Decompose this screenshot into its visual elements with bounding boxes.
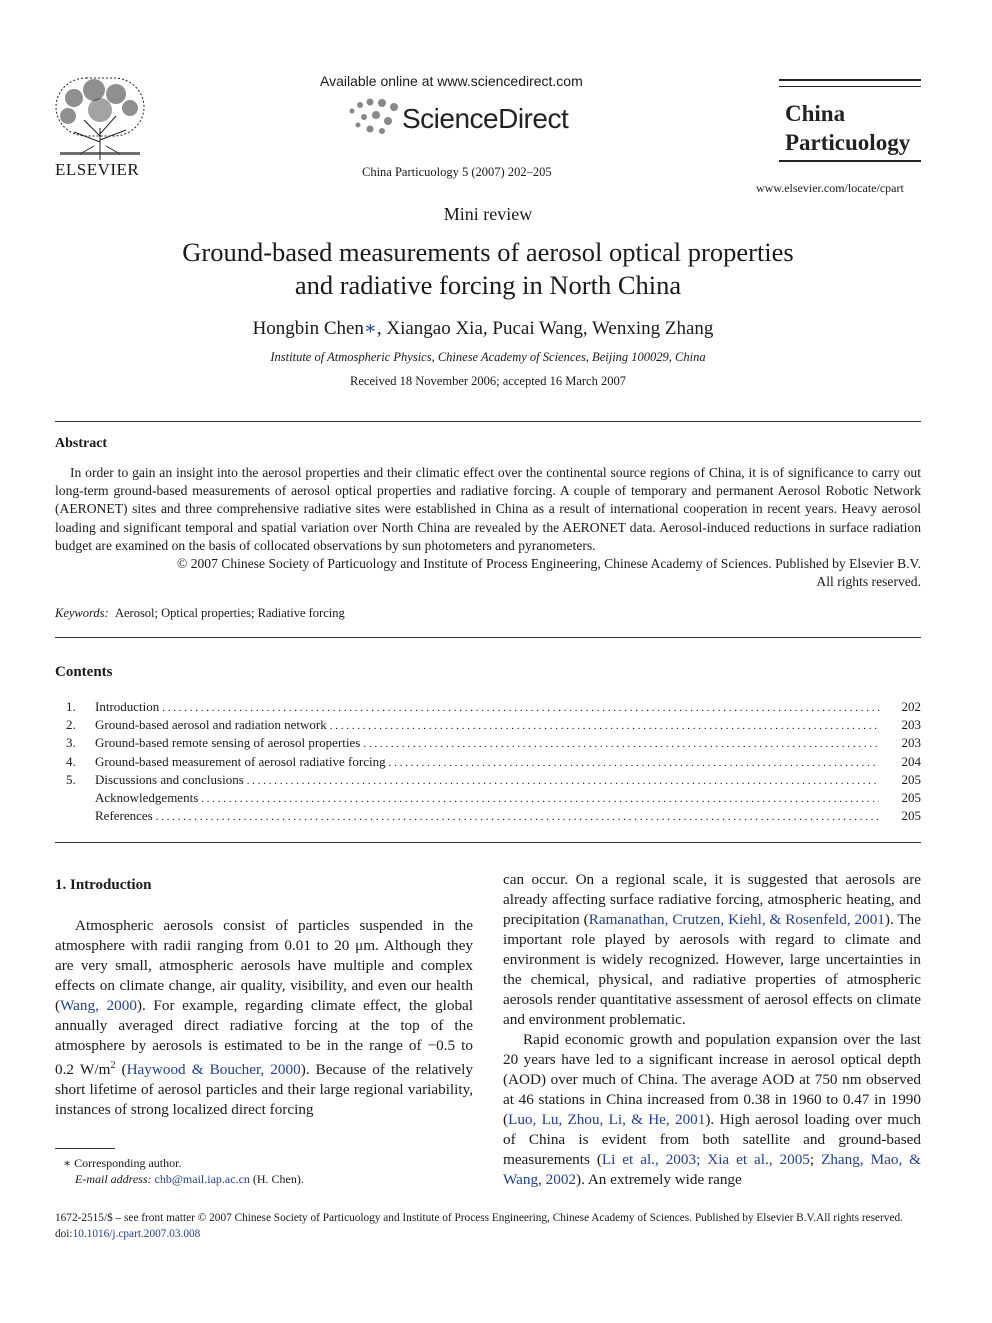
section-heading-introduction: 1. Introduction xyxy=(55,877,152,893)
journal-citation: China Particuology 5 (2007) 202–205 xyxy=(362,165,552,179)
divider xyxy=(55,637,921,638)
table-of-contents xyxy=(55,699,921,826)
paragraph: can occur. On a regional scale, it is suggested that aerosols are already affecting surface radiative forcing, atmospheric heating, and precipitation (Ramanathan, Crutzen, Kiehl, & Rosenfeld, 2001). The important role played by aerosols with regard to climate and environment is widely recognized. However, large uncertainties in the chemical, physical, and radiative properties of atmospheric aerosols render quantitative assessment of aerosol effects on climate and environment problematic. xyxy=(503,871,921,1028)
citation-link[interactable]: Haywood & Boucher, 2000 xyxy=(126,1061,301,1079)
abstract-heading: Abstract xyxy=(55,436,108,451)
doi-link[interactable]: 10.1016/j.cpart.2007.03.008 xyxy=(72,1228,201,1240)
toc-item[interactable]: 1. Introduction . . . 202 xyxy=(55,699,921,717)
divider xyxy=(55,842,921,843)
article-type: Mini review xyxy=(443,204,533,224)
toc-item[interactable]: 5. Discussions and conclusions . . . 205 xyxy=(55,772,921,790)
abstract-body: In order to gain an insight into the aerosol properties and their climatic effect over the continental source regions of China, it is of significance to carry out long-term ground-based measurements of aerosol optical properties and radiative forcing. A couple of temporary and permanent Aerosol Robotic Network (AERONET) sites and three comprehensive radiative sites were established in China as a result of international cooperation in recent years. Heavy aerosol loading and significant temporal and spatial variation over North China are revealed by the AERONET data. Aerosol-induced reductions in surface radiation budget are examined on the basis of collocated observations by sun photometers and pyranometers. xyxy=(55,465,921,553)
citation-link[interactable]: Luo, Lu, Zhou, Li, & He, 2001 xyxy=(508,1111,706,1128)
journal-rule-top-thin xyxy=(779,86,921,87)
email-link[interactable]: chb@mail.iap.ac.cn xyxy=(154,1172,250,1186)
keywords xyxy=(55,606,345,621)
publisher-name: ELSEVIER xyxy=(55,160,140,179)
footnote-rule xyxy=(55,1148,115,1149)
keywords-list: Aerosol; Optical properties; Radiative forcing xyxy=(114,606,345,620)
divider xyxy=(55,421,921,422)
author-name: Hongbin Chen xyxy=(252,318,364,339)
sciencedirect-wordmark: ScienceDirect xyxy=(402,103,569,134)
doi-line: doi:10.1016/j.cpart.2007.03.008 xyxy=(55,1228,201,1240)
author-list xyxy=(0,317,966,340)
received-dates: Received 18 November 2006; accepted 16 March 2007 xyxy=(350,374,626,388)
journal-url[interactable]: www.elsevier.com/locate/cpart xyxy=(756,181,904,195)
citation-link[interactable]: Ramanathan, Crutzen, Kiehl, & Rosenfeld, 2001 xyxy=(588,911,885,928)
journal-rule-bottom xyxy=(779,160,921,162)
citation-link[interactable]: Zhang, Mao, & Wang, 2002 xyxy=(503,1151,921,1188)
body-column-right xyxy=(503,870,921,1190)
body-column-left xyxy=(55,916,473,1120)
toc-item[interactable]: 2. Ground-based aerosol and radiation network . . . 203 xyxy=(55,717,921,735)
toc-item[interactable]: 4. Ground-based measurement of aerosol radiative forcing . . . 204 xyxy=(55,754,921,772)
toc-item[interactable]: References . . . 205 xyxy=(55,808,921,826)
journal-name: China Particuology xyxy=(785,101,911,155)
affiliation: Institute of Atmospheric Physics, Chinese Academy of Sciences, Beijing 100029, China xyxy=(270,350,706,364)
paragraph: Atmospheric aerosols consist of particles suspended in the atmosphere with radii ranging from 0.01 to 20 μm. Although they are very small, atmospheric aerosols have multiple and complex effects on climate change, air quality, visibility, and even our health (Wang, 2000). For example, regarding climate effect, the global annually averaged direct radiative forcing at the top of the atmosphere by aerosols is estimated to be in the range of −0.5 to 0.2 $W/m^2$ (Haywood & Boucher, 2000). Because of the relatively short lifetime of aerosol particles and their large regional variability, instances of strong localized direct forcing xyxy=(55,917,473,1119)
keywords-label: Keywords: xyxy=(55,606,109,620)
corresponding-author-link[interactable]: ∗ xyxy=(363,318,377,339)
front-matter-notice: 1672-2515/$ – see front matter © 2007 Chinese Society of Particuology and Institute of Process Engineering, Chinese Academy of Sciences. Published by Elsevier B.V.All rights reserved. xyxy=(55,1212,903,1224)
footnote: ∗ Corresponding author. E-mail address: chb@mail.iap.ac.cn (H. Chen). xyxy=(63,1156,304,1186)
sciencedirect-dots-icon xyxy=(346,97,402,137)
citation-link[interactable]: Li et al., 2003; Xia et al., 2005 xyxy=(601,1151,810,1168)
author-names-rest: , Xiangao Xia, Pucai Wang, Wenxing Zhang xyxy=(376,318,714,339)
citation-link[interactable]: Wang, 2000 xyxy=(60,997,137,1014)
paragraph: Rapid economic growth and population expansion over the last 20 years have led to a significant increase in aerosol optical depth (AOD) over much of China. The average AOD at 750 nm observed at 46 stations in China increased from 0.38 in 1960 to 0.47 in 1990 (Luo, Lu, Zhou, Li, & He, 2001). High aerosol loading over much of China is evident from both satellite and ground-based measurements (Li et al., 2003; Xia et al., 2005; Zhang, Mao, & Wang, 2002). An extremely wide range xyxy=(503,1031,921,1188)
sciencedirect-logo[interactable] xyxy=(346,97,586,137)
journal-rule-top xyxy=(779,79,921,81)
contents-heading: Contents xyxy=(55,664,113,680)
page-footer xyxy=(55,1210,903,1242)
toc-item[interactable]: Acknowledgements . . . 205 xyxy=(55,790,921,808)
article-title: Ground-based measurements of aerosol optical properties and radiative forcing in North China xyxy=(182,237,794,300)
toc-item[interactable]: 3. Ground-based remote sensing of aerosol properties . . . 203 xyxy=(55,735,921,753)
available-online-text[interactable]: Available online at www.sciencedirect.com xyxy=(320,73,583,89)
copyright-notice: © 2007 Chinese Society of Particuology and Institute of Process Engineering, Chinese Academy of Sciences. Published by Elsevier B.V. All rights reserved. xyxy=(176,556,921,590)
